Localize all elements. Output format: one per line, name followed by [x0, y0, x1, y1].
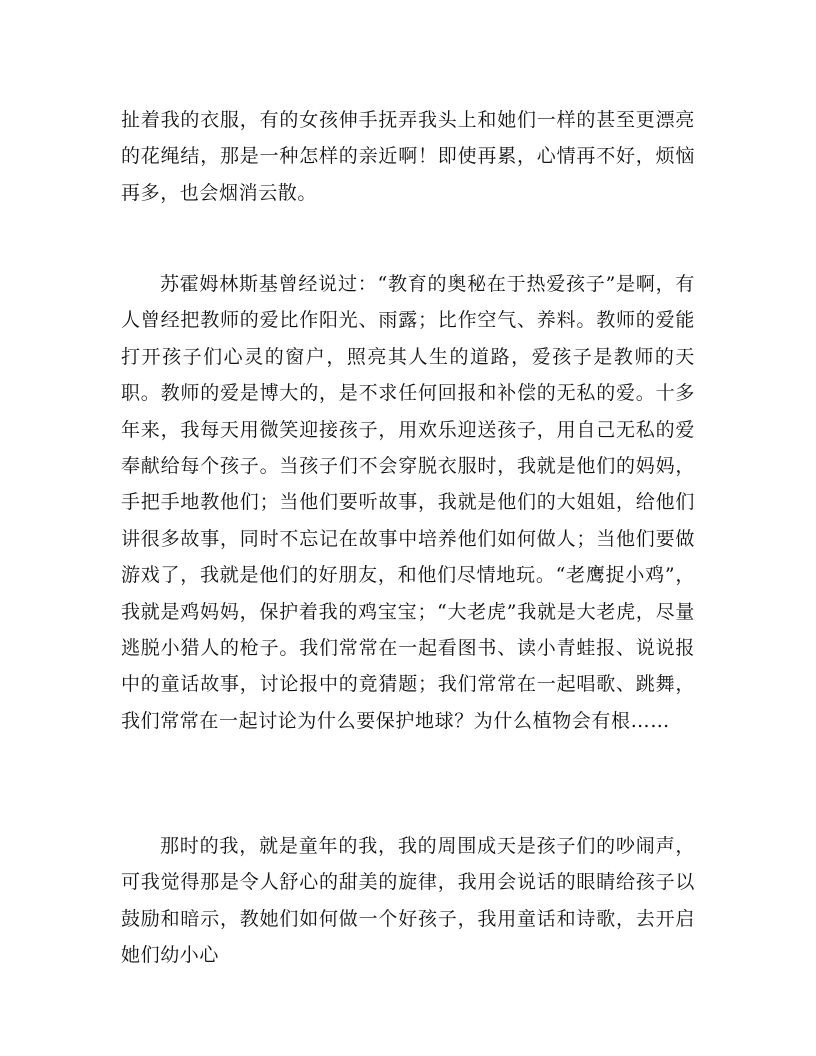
paragraph-childhood-self: 那时的我，就是童年的我，我的周围成天是孩子们的吵闹声，可我觉得那是令人舒心的甜美的旋律，我用会说话的眼睛给孩子以鼓励和暗示，教她们如何做一个好孩子，我用童话和诗歌，去开启她们幼小心: [121, 835, 695, 967]
paragraph-love-of-children: 苏霍姆林斯基曾经说过：“教育的奥秘在于热爱孩子”是啊，有人曾经把教师的爱比作阳光、雨露；比作空气、养料。教师的爱能打开孩子们心灵的窗户，照亮其人生的道路，爱孩子是教师的天职。教师的爱是博大的，是不求任何回报和补偿的无私的爱。十多年来，我每天用微笑迎接孩子，用欢乐迎送孩子，用自己无私的爱奉献给每个孩子。当孩子们不会穿脱衣服时，我就是他们的妈妈，手把手地教他们；当他们要听故事，我就是他们的大姐姐，给他们讲很多故事，同时不忘记在故事中培养他们如何做人；当他们要做游戏了，我就是他们的好朋友，和他们尽情地玩。“老鹰捉小鸡”，我就是鸡妈妈，保护着我的鸡宝宝；“大老虎”我就是大老虎，尽量逃脱小猎人的枪子。我们常常在一起看图书、读小青蛙报、说说报中的童话故事，讨论报中的竟猜题；我们常常在一起唱歌、跳舞，我们常常在一起讨论为什么要保护地球？为什么植物会有根……: [121, 273, 695, 732]
paragraph-continuation: 扯着我的衣服，有的女孩伸手抚弄我头上和她们一样的甚至更漂亮的花绳结，那是一种怎样的亲近啊！即使再累，心情再不好，烦恼再多，也会烟消云散。: [121, 109, 695, 204]
